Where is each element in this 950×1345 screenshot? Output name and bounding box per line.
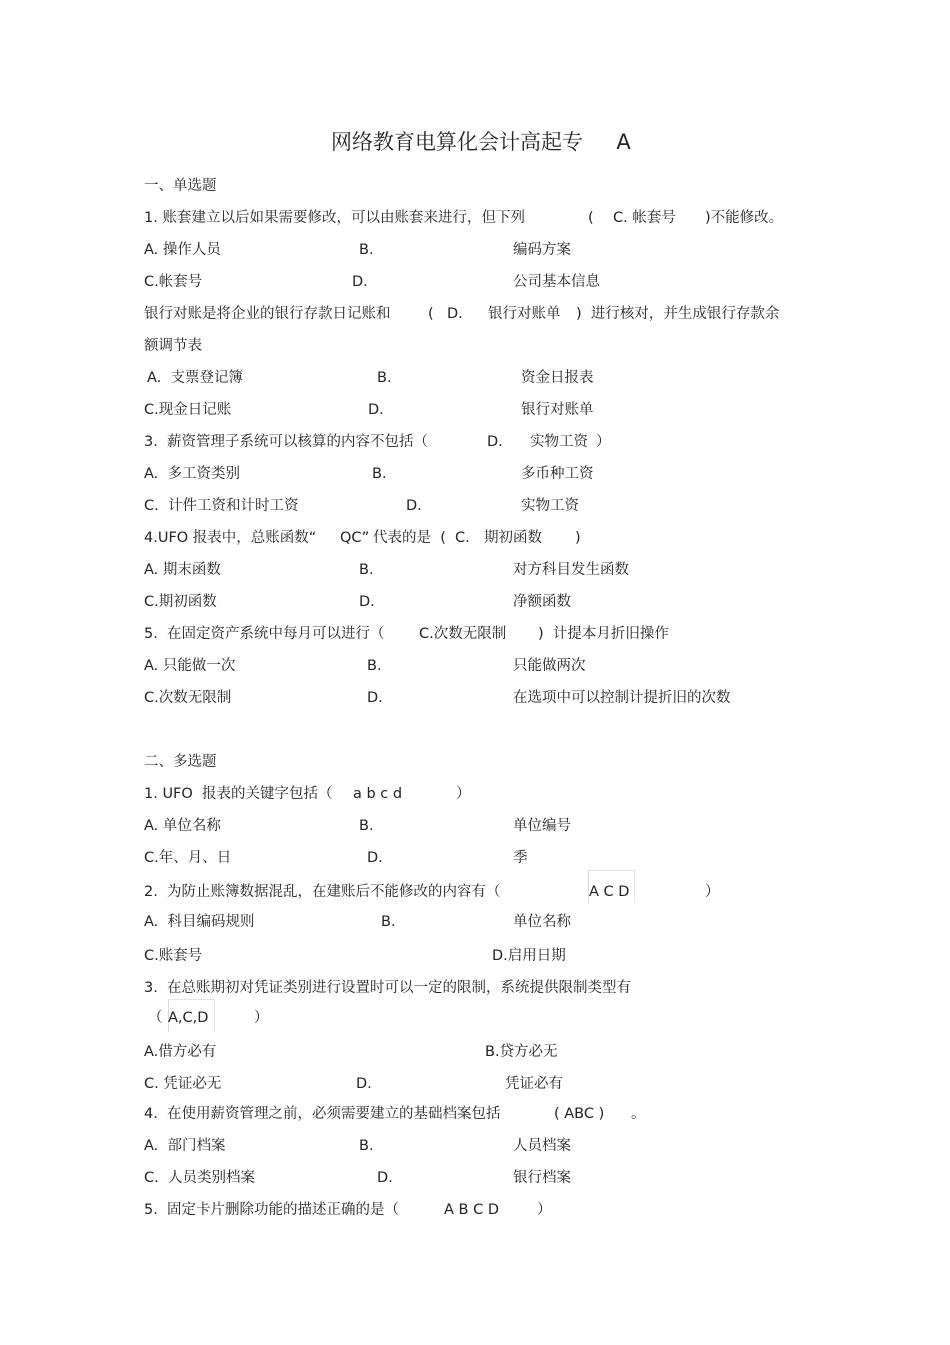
option-c: C.现金日记账 xyxy=(144,402,232,418)
option-b-text: 对方科目发生函数 xyxy=(513,562,629,578)
option-b-text: 单位编号 xyxy=(513,818,571,834)
answer-bracket-close: ） xyxy=(456,786,471,802)
option-a: A. 多工资类别 xyxy=(144,466,240,482)
option-b-text: 只能做两次 xyxy=(513,658,586,674)
question-stem: 3. 在总账期初对凭证类别进行设置时可以一定的限制，系统提供限制类型有 xyxy=(144,980,632,996)
option-b-letter: B. xyxy=(372,466,387,482)
option-b-letter: B. xyxy=(359,242,374,258)
option-c: C. 人员类别档案 xyxy=(144,1170,255,1186)
option-b-letter: B. xyxy=(377,370,392,386)
answer-bracket-close: ） xyxy=(254,1010,269,1026)
option-d-letter: D. xyxy=(367,690,383,706)
option-d-letter: D. xyxy=(406,498,422,514)
answer-bracket: ( xyxy=(588,210,594,226)
answer-letter: D. xyxy=(487,434,503,450)
option-d-text: 在选项中可以控制计提折旧的次数 xyxy=(513,690,731,706)
option-b-letter: B. xyxy=(359,562,374,578)
answer-text: A B C D xyxy=(444,1202,499,1218)
option-d-text: 净额函数 xyxy=(513,594,571,610)
option-d-text: 银行档案 xyxy=(513,1170,571,1186)
option-b-letter: B. xyxy=(381,914,396,930)
question-stem: 银行对账是将企业的银行存款日记账和 xyxy=(144,306,391,322)
option-a: A.借方必有 xyxy=(144,1044,217,1060)
option-b-letter: B. xyxy=(359,818,374,834)
question-stem: 1. UFO 报表的关键字包括（ xyxy=(144,786,333,802)
option-c: C. 计件工资和计时工资 xyxy=(144,498,299,514)
answer-letter: D. xyxy=(447,306,463,322)
question-stem-mid: 代表的是 ( xyxy=(373,530,446,546)
option-d-letter: D. xyxy=(359,594,375,610)
answer-bracket-close: ） xyxy=(537,1202,552,1218)
answer-text: A C D xyxy=(589,884,630,900)
option-d-letter: D. xyxy=(356,1076,372,1092)
option-b-text: 人员档案 xyxy=(513,1138,571,1154)
option-b-letter: B. xyxy=(359,1138,374,1154)
answer-text: C. 帐套号 xyxy=(613,210,676,226)
option-b-text: 编码方案 xyxy=(513,242,571,258)
section-heading-multiple-choice: 二、多选题 xyxy=(144,754,217,770)
question-stem: 5. 固定卡片删除功能的描述正确的是（ xyxy=(144,1202,400,1218)
option-c: C.帐套号 xyxy=(144,274,203,290)
function-code: QC” xyxy=(340,530,370,546)
answer-letter: C. xyxy=(455,530,470,546)
answer-bracket-close: ) xyxy=(575,530,581,546)
option-d-text: 银行对账单 xyxy=(521,402,594,418)
answer-text: 实物工资 xyxy=(530,434,588,450)
option-c: C.账套号 xyxy=(144,948,203,964)
answer-text: C.次数无限制 xyxy=(419,626,507,642)
question-stem-tail: 。 xyxy=(631,1106,646,1122)
answer-bracket: ( xyxy=(428,306,434,322)
question-stem-tail: ) 计提本月折旧操作 xyxy=(538,626,669,642)
option-b-text: 多币种工资 xyxy=(521,466,594,482)
option-a: A. 期末函数 xyxy=(144,562,221,578)
section-heading-single-choice: 一、单选题 xyxy=(144,178,217,194)
option-b-letter: B. xyxy=(367,658,382,674)
option-d-text: 公司基本信息 xyxy=(513,274,600,290)
answer-bracket-close: ） xyxy=(705,884,720,900)
question-stem-tail: ) 进行核对，并生成银行存款余 xyxy=(576,306,780,322)
option-d-text: 季 xyxy=(513,850,528,866)
answer-bracket: （ xyxy=(148,1010,163,1026)
option-d-letter: D. xyxy=(368,402,384,418)
answer-text: 期初函数 xyxy=(484,530,542,546)
question-stem-tail: ） xyxy=(596,434,611,450)
option-a: A. 部门档案 xyxy=(144,1138,226,1154)
option-a: A. 支票登记簿 xyxy=(147,370,243,386)
question-stem-line2: 额调节表 xyxy=(144,338,202,354)
option-d-letter: D. xyxy=(377,1170,393,1186)
answer-text: a b c d xyxy=(353,786,403,802)
option-c: C.期初函数 xyxy=(144,594,217,610)
option-d-letter: D. xyxy=(352,274,368,290)
option-d-text: 凭证必有 xyxy=(505,1076,563,1092)
option-b-text: 资金日报表 xyxy=(521,370,594,386)
option-d-letter: D. xyxy=(367,850,383,866)
answer-text: ( ABC ) xyxy=(554,1106,605,1122)
question-stem: 2. 为防止账簿数据混乱，在建账后不能修改的内容有（ xyxy=(144,884,501,900)
option-a: A. 科目编码规则 xyxy=(144,914,255,930)
option-c: C. 凭证必无 xyxy=(144,1076,222,1092)
answer-text: 银行对账单 xyxy=(488,306,561,322)
option-b-text: 单位名称 xyxy=(513,914,571,930)
option-a: A. 操作人员 xyxy=(144,242,221,258)
option-d: D.启用日期 xyxy=(492,948,566,964)
question-stem: 5. 在固定资产系统中每月可以进行（ xyxy=(144,626,385,642)
option-a: A. 单位名称 xyxy=(144,818,221,834)
question-stem: 1. 账套建立以后如果需要修改，可以由账套来进行，但下列 xyxy=(144,210,525,226)
question-stem: 4.UFO 报表中，总账函数“ xyxy=(144,530,317,546)
option-a: A. 只能做一次 xyxy=(144,658,236,674)
answer-text: A,C,D xyxy=(168,1010,209,1026)
question-stem: 3. 薪资管理子系统可以核算的内容不包括（ xyxy=(144,434,429,450)
option-c: C.次数无限制 xyxy=(144,690,232,706)
question-stem: 4. 在使用薪资管理之前，必须需要建立的基础档案包括 xyxy=(144,1106,501,1122)
option-b: B.贷方必无 xyxy=(485,1044,558,1060)
question-stem-tail: )不能修改。 xyxy=(705,210,784,226)
option-c: C.年、月、日 xyxy=(144,850,232,866)
document-title: 网络教育电算化会计高起专 A xyxy=(331,130,631,154)
option-d-text: 实物工资 xyxy=(521,498,579,514)
